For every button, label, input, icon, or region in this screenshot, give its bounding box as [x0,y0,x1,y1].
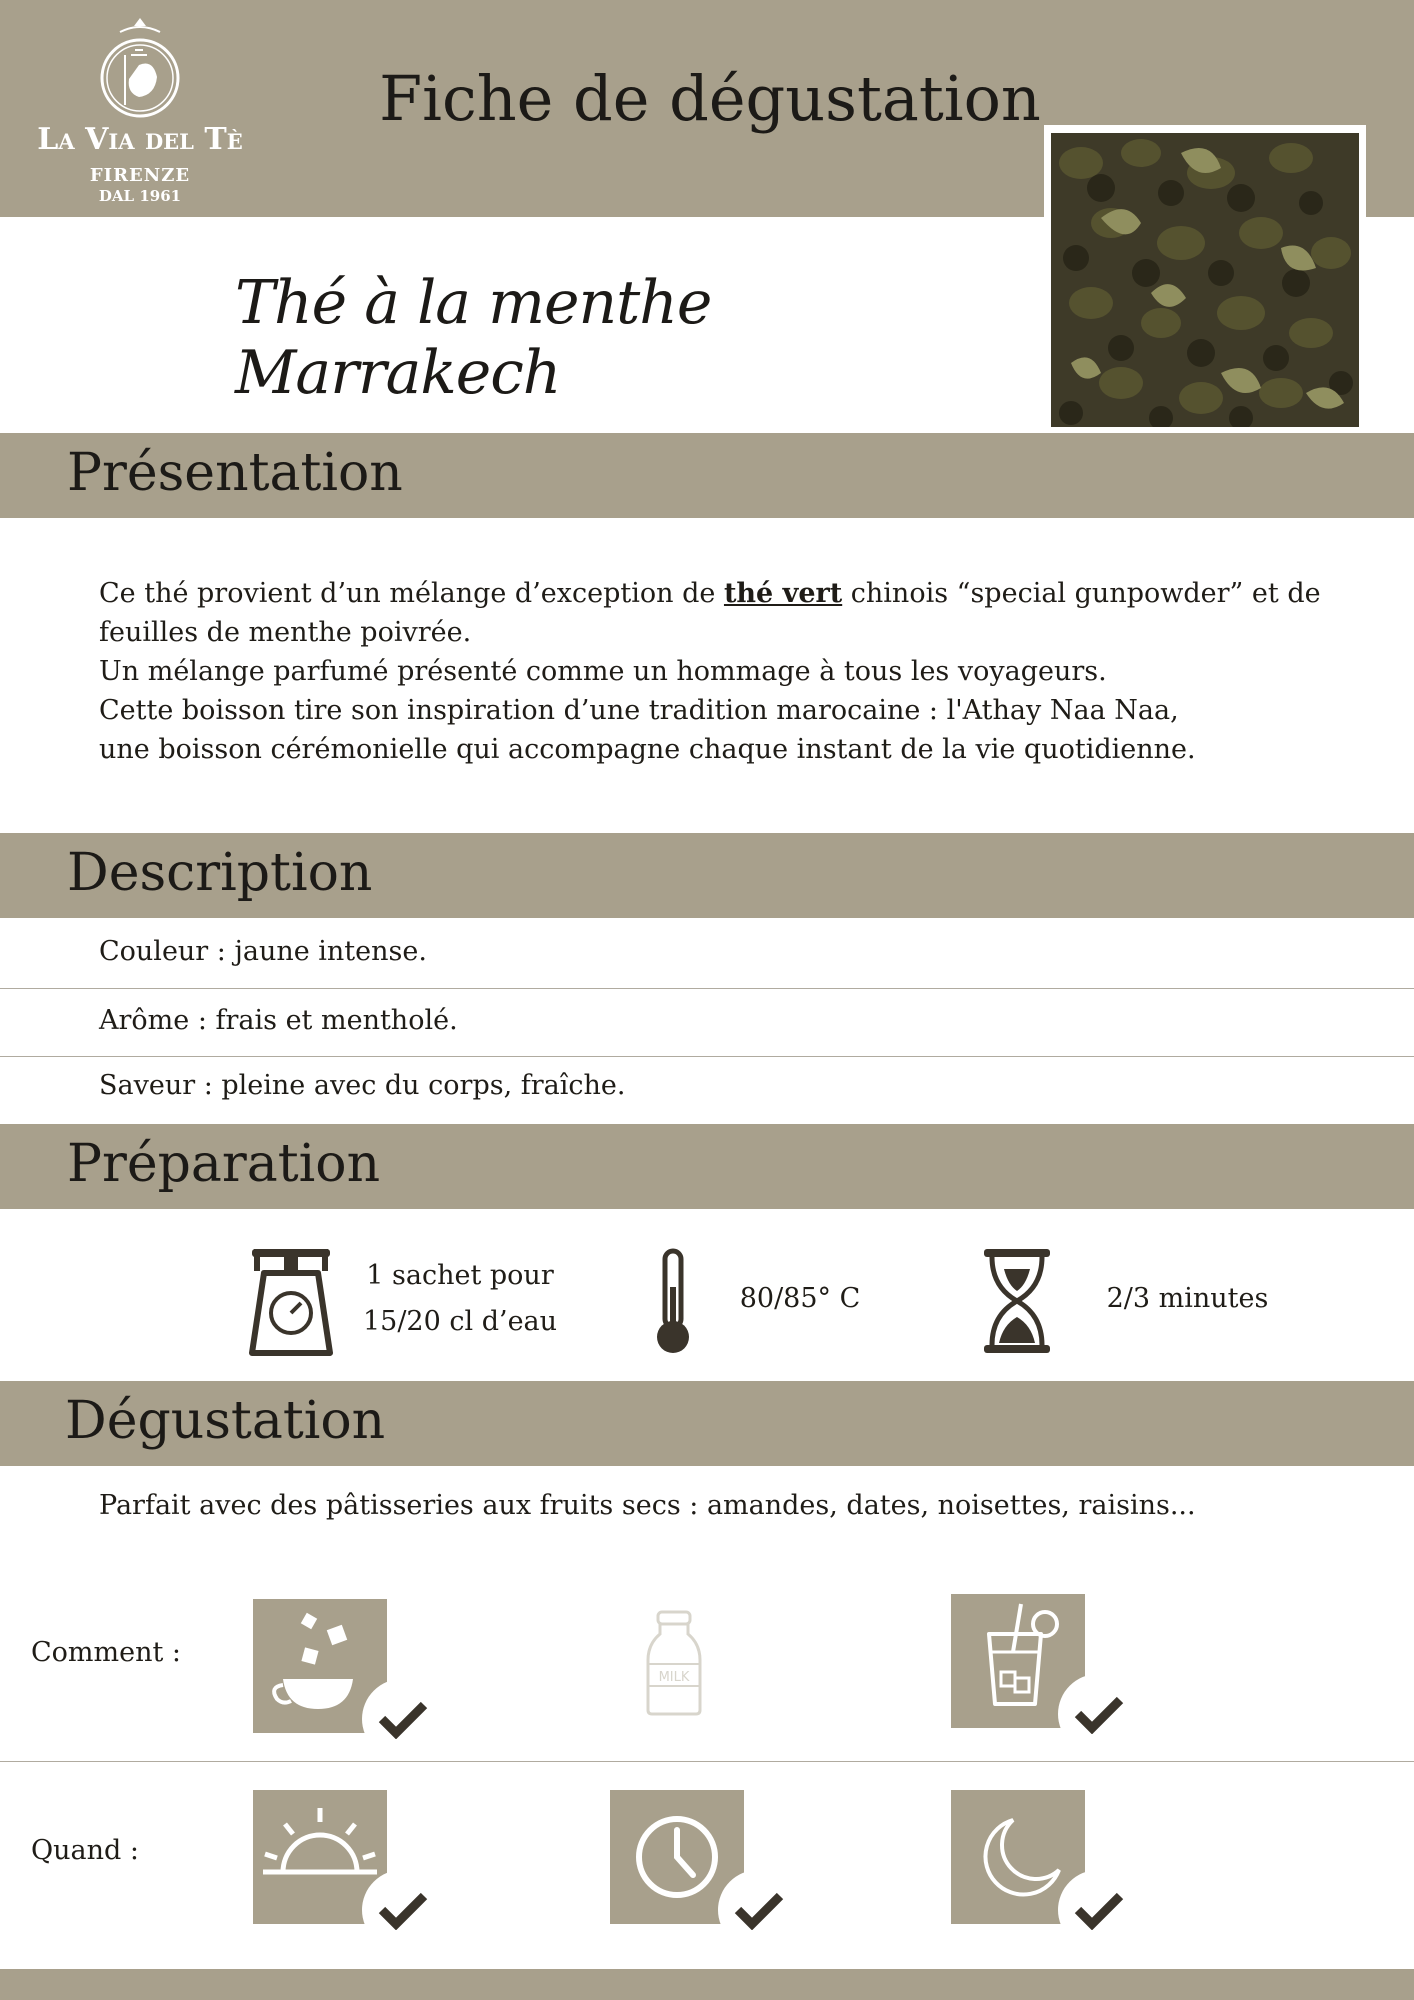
presentation-line2: feuilles de menthe poivrée. [99,617,472,648]
divider [0,1056,1414,1057]
degustation-band [0,1381,1414,1466]
brand-since: DAL 1961 [98,187,182,205]
check-icon [1074,1694,1124,1734]
divider [0,1761,1414,1762]
presentation-line4: Cette boisson tire son inspiration d’une tradition marocaine : l'Athay Naa Naa, [99,695,1179,726]
presentation-line5: une boisson cérémonielle qui accompagne chaque instant de la vie quotidienne. [99,734,1196,765]
scale-icon [246,1247,336,1357]
footer-band [0,1969,1414,2000]
checkmark-badge [1058,1674,1138,1754]
arome-line: Arôme : frais et mentholé. [99,1005,458,1036]
dose-line2: 15/20 cl d’eau [362,1306,558,1337]
presentation-line3: Un mélange parfumé présenté comme un hommage à tous les voyageurs. [99,656,1107,687]
presentation-line1-post: chinois “special gunpowder” et de [842,578,1321,609]
comment-label: Comment : [31,1637,182,1668]
dose-text [355,1253,565,1345]
dose-line1: 1 sachet pour [366,1260,554,1291]
description-heading: Description [67,843,373,903]
milk-bottle-icon [644,1610,704,1716]
milk-label: MILK [658,1670,690,1685]
temperature-text: 80/85° C [739,1283,861,1314]
check-icon [734,1890,784,1930]
preparation-heading: Préparation [67,1134,381,1194]
checkmark-badge [362,1679,442,1759]
crest-icon [95,10,185,120]
checkmark-badge [1058,1870,1138,1950]
brand-name: La Via del Tè [37,122,243,157]
description-band [0,833,1414,918]
checkmark-badge [718,1870,798,1950]
green-tea-link[interactable]: thé vert [723,578,843,609]
checkmark-badge [362,1870,442,1950]
check-icon [378,1699,428,1739]
saveur-line: Saveur : pleine avec du corps, fraîche. [99,1070,626,1101]
hourglass-icon [982,1247,1052,1357]
time-text: 2/3 minutes [1106,1283,1269,1314]
page-title: Fiche de dégustation [379,62,1041,135]
couleur-line: Couleur : jaune intense. [99,936,427,967]
preparation-band [0,1124,1414,1209]
presentation-heading: Présentation [67,443,403,503]
presentation-text [99,574,1349,769]
divider [0,988,1414,989]
pairing-text: Parfait avec des pâtisseries aux fruits secs : amandes, dates, noisettes, raisins... [99,1490,1196,1521]
presentation-line1-pre: Ce thé provient d’un mélange d’exception de [99,578,724,609]
presentation-band [0,433,1414,518]
brand-logo [30,10,250,205]
tea-leaves-image [1051,133,1359,427]
product-name: Thé à la menthe Marrakech [235,268,712,408]
thermometer-icon [651,1247,695,1357]
quand-label: Quand : [31,1835,139,1866]
degustation-heading: Dégustation [65,1391,386,1451]
check-icon [378,1890,428,1930]
brand-city: FIRENZE [89,165,191,186]
check-icon [1074,1890,1124,1930]
